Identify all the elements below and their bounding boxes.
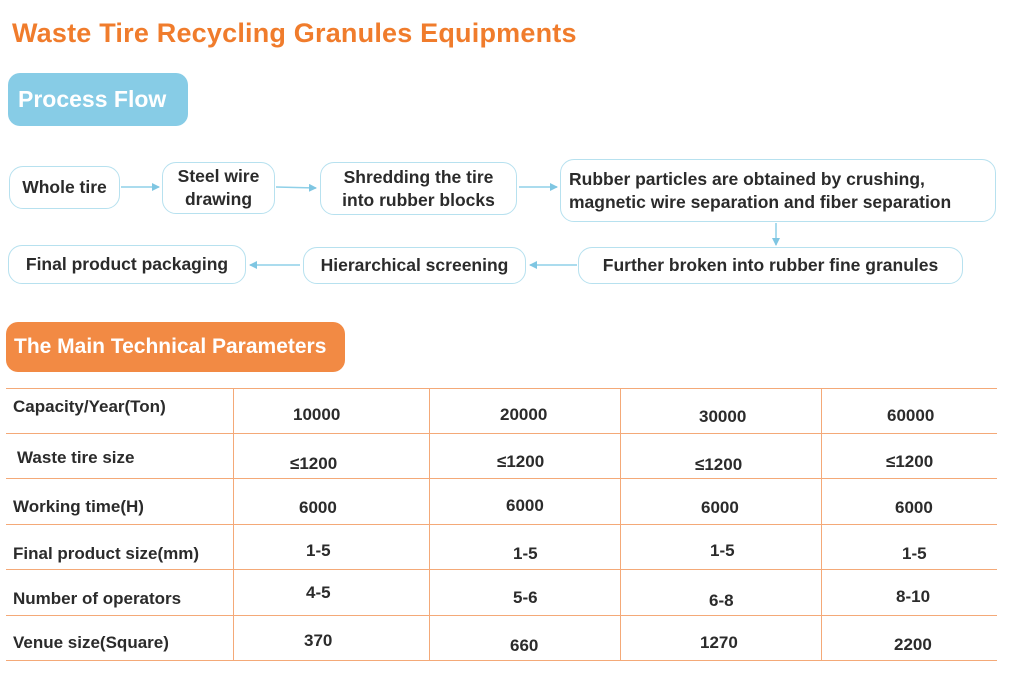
table-column-divider bbox=[620, 388, 621, 661]
table-cell: ≤1200 bbox=[497, 452, 545, 471]
table-column-divider bbox=[429, 388, 430, 661]
step-steel-wire-line2: drawing bbox=[184, 189, 253, 209]
table-cell: ≤1200 bbox=[695, 455, 743, 474]
step-rubber-particles-line2: magnetic wire separation and fiber separation bbox=[569, 191, 952, 212]
row-label-venue-size: Venue size(Square) bbox=[13, 633, 169, 652]
table-rule bbox=[6, 660, 997, 661]
step-further-broken bbox=[578, 247, 963, 284]
table-cell: 1-5 bbox=[513, 544, 538, 563]
process-flow-heading: Process Flow bbox=[8, 73, 188, 126]
table-cell: 6-8 bbox=[709, 591, 734, 610]
step-hierarchical-screening bbox=[303, 247, 526, 284]
page-title: Waste Tire Recycling Granules Equipments bbox=[12, 18, 577, 48]
step-rubber-particles bbox=[560, 159, 996, 222]
step-shredding bbox=[320, 162, 517, 215]
row-label-number-of-operators: Number of operators bbox=[13, 589, 182, 608]
step-further-broken-label: Further broken into rubber fine granules bbox=[602, 255, 939, 275]
table-cell: 6000 bbox=[506, 496, 544, 515]
step-whole-tire-label: Whole tire bbox=[22, 177, 107, 197]
step-hierarchical-screening-label: Hierarchical screening bbox=[320, 255, 509, 275]
row-label-final-product-size: Final product size(mm) bbox=[13, 544, 200, 563]
table-cell: 6000 bbox=[299, 498, 337, 517]
parameters-heading: The Main Technical Parameters bbox=[6, 322, 345, 372]
table-column-divider bbox=[233, 388, 234, 661]
table-cell: 370 bbox=[304, 631, 333, 650]
table-cell: ≤1200 bbox=[290, 454, 338, 473]
table-rule bbox=[6, 478, 997, 479]
step-shredding-line2: into rubber blocks bbox=[342, 189, 495, 210]
table-cell: 660 bbox=[510, 636, 539, 655]
table-cell: 1270 bbox=[700, 633, 738, 652]
step-whole-tire bbox=[9, 166, 120, 209]
parameters-table bbox=[6, 388, 997, 661]
step-final-packaging-label: Final product packaging bbox=[25, 254, 229, 274]
step-steel-wire bbox=[162, 162, 275, 214]
table-cell: 1-5 bbox=[306, 541, 331, 560]
table-cell: 10000 bbox=[293, 405, 341, 424]
table-cell: 1-5 bbox=[710, 541, 735, 560]
table-rule bbox=[6, 433, 997, 434]
table-rule bbox=[6, 524, 997, 525]
step-steel-wire-line1: Steel wire bbox=[177, 166, 260, 186]
step-shredding-line1: Shredding the tire bbox=[343, 166, 494, 187]
table-rule bbox=[6, 569, 997, 570]
row-label-working-time: Working time(H) bbox=[13, 497, 144, 516]
table-cell: ≤1200 bbox=[886, 452, 934, 471]
table-cell: 2200 bbox=[894, 635, 932, 654]
table-cell: 30000 bbox=[699, 407, 747, 426]
table-cell: 1-5 bbox=[902, 544, 927, 563]
step-rubber-particles-line1: Rubber particles are obtained by crushing, bbox=[569, 168, 925, 189]
row-label-capacity: Capacity/Year(Ton) bbox=[13, 397, 166, 416]
table-cell: 5-6 bbox=[513, 588, 538, 607]
table-rule bbox=[6, 615, 997, 616]
table-rule bbox=[6, 388, 997, 389]
step-final-packaging bbox=[8, 245, 246, 284]
table-cell: 6000 bbox=[895, 498, 933, 517]
table-cell: 8-10 bbox=[896, 587, 931, 606]
table-column-divider bbox=[821, 388, 822, 661]
table-cell: 4-5 bbox=[306, 583, 331, 602]
table-cell: 20000 bbox=[500, 405, 548, 424]
table-cell: 60000 bbox=[887, 406, 935, 425]
arrow-steel-to-shred bbox=[276, 187, 316, 188]
row-label-waste-tire-size: Waste tire size bbox=[17, 448, 135, 467]
table-cell: 6000 bbox=[701, 498, 739, 517]
